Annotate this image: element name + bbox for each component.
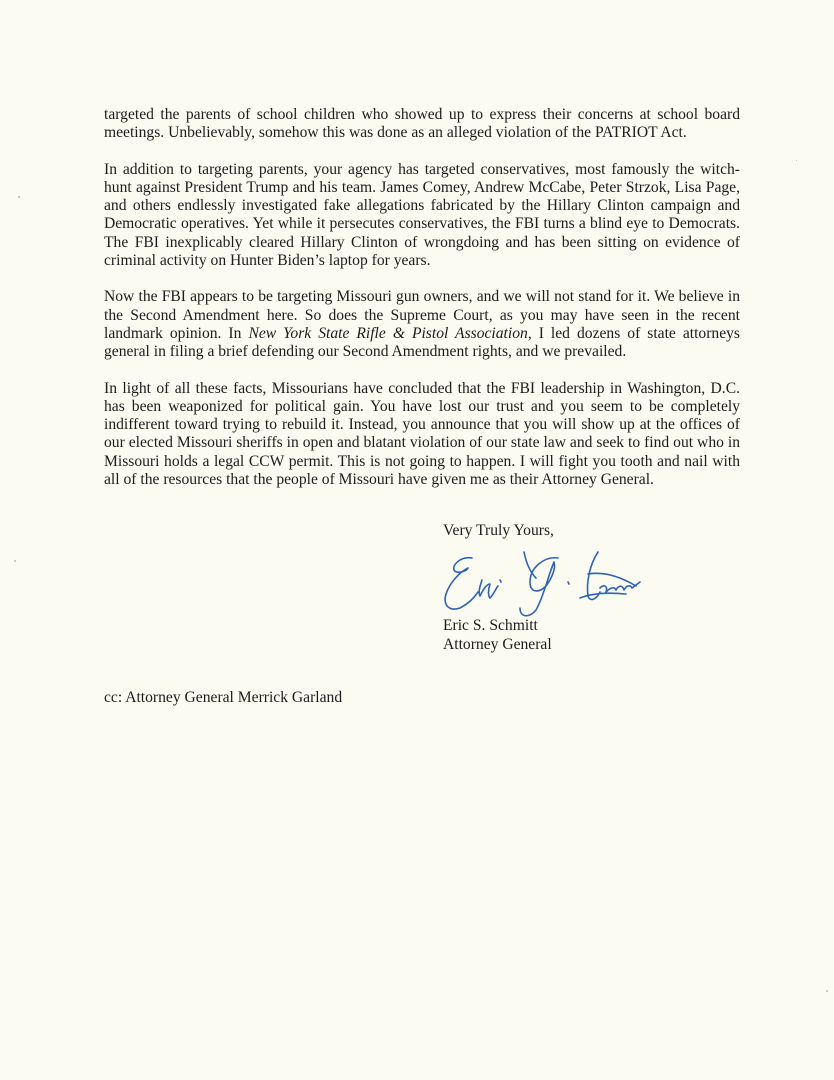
signer-block: [443, 616, 552, 654]
paragraph-3: [104, 288, 740, 361]
paragraph-3-text-a: Now the FBI appears to be targeting Missouri gun owners, and we will not stand for it. We believe in the Second Amendment here. So does the Supreme Court, as you may have seen in the recent landmark opinion. In: [104, 288, 740, 342]
signer-name: Eric S. Schmitt: [443, 617, 538, 634]
paragraph-1-text: targeted the parents of school children who showed up to express their concerns at school board meetings. Unbelievably, somehow this was done as an alleged violation of the PATRIOT Act.: [104, 106, 740, 142]
cc-line: cc: Attorney General Merrick Garland: [104, 689, 343, 706]
signer-title: Attorney General: [443, 636, 552, 653]
closing-line: Very Truly Yours,: [443, 522, 554, 539]
paragraph-4: [104, 380, 740, 490]
paper-speck: [14, 560, 16, 562]
paragraph-3-text-b: , I led dozens of state attorneys general in filing a brief defending our Second Amendment rights, and we prevailed.: [104, 324, 740, 361]
paper-speck: [826, 990, 828, 992]
case-name: New York State Rifle & Pistol Association: [248, 324, 528, 342]
letter-body: [104, 106, 740, 507]
paragraph-2-text: In addition to targeting parents, your agency has targeted conservatives, most famously the witch-hunt against President Trump and his team. James Comey, Andrew McCabe, Peter Strzok, Lisa Page, and others endlessly investigated fake allegations fabricated by the Hillary Clinton campaign and Democratic operatives. Yet while it persecutes conservatives, the FBI turns a blind eye to Democrats. The FBI inexplicably cleared Hillary Clinton of wrongdoing and has been sitting on evidence of criminal activity on Hunter Biden’s laptop for years.: [104, 160, 740, 270]
paper-speck: [18, 196, 20, 198]
paragraph-1: [104, 106, 740, 143]
paper-speck: [796, 160, 797, 161]
signature-image: [440, 538, 645, 620]
paragraph-2: [104, 161, 740, 271]
paragraph-4-text: In light of all these facts, Missourians have concluded that the FBI leadership in Washington, D.C. has been weaponized for political gain. You have lost our trust and you seem to be completely indifferent toward trying to rebuild it. Instead, you announce that you will show up at the offices of our elected Missouri sheriffs in open and blatant violation of our state law and seek to find out who in Missouri holds a legal CCW permit. This is not going to happen. I will fight you tooth and nail with all of the resources that the people of Missouri have given me as their Attorney General.: [104, 379, 740, 489]
